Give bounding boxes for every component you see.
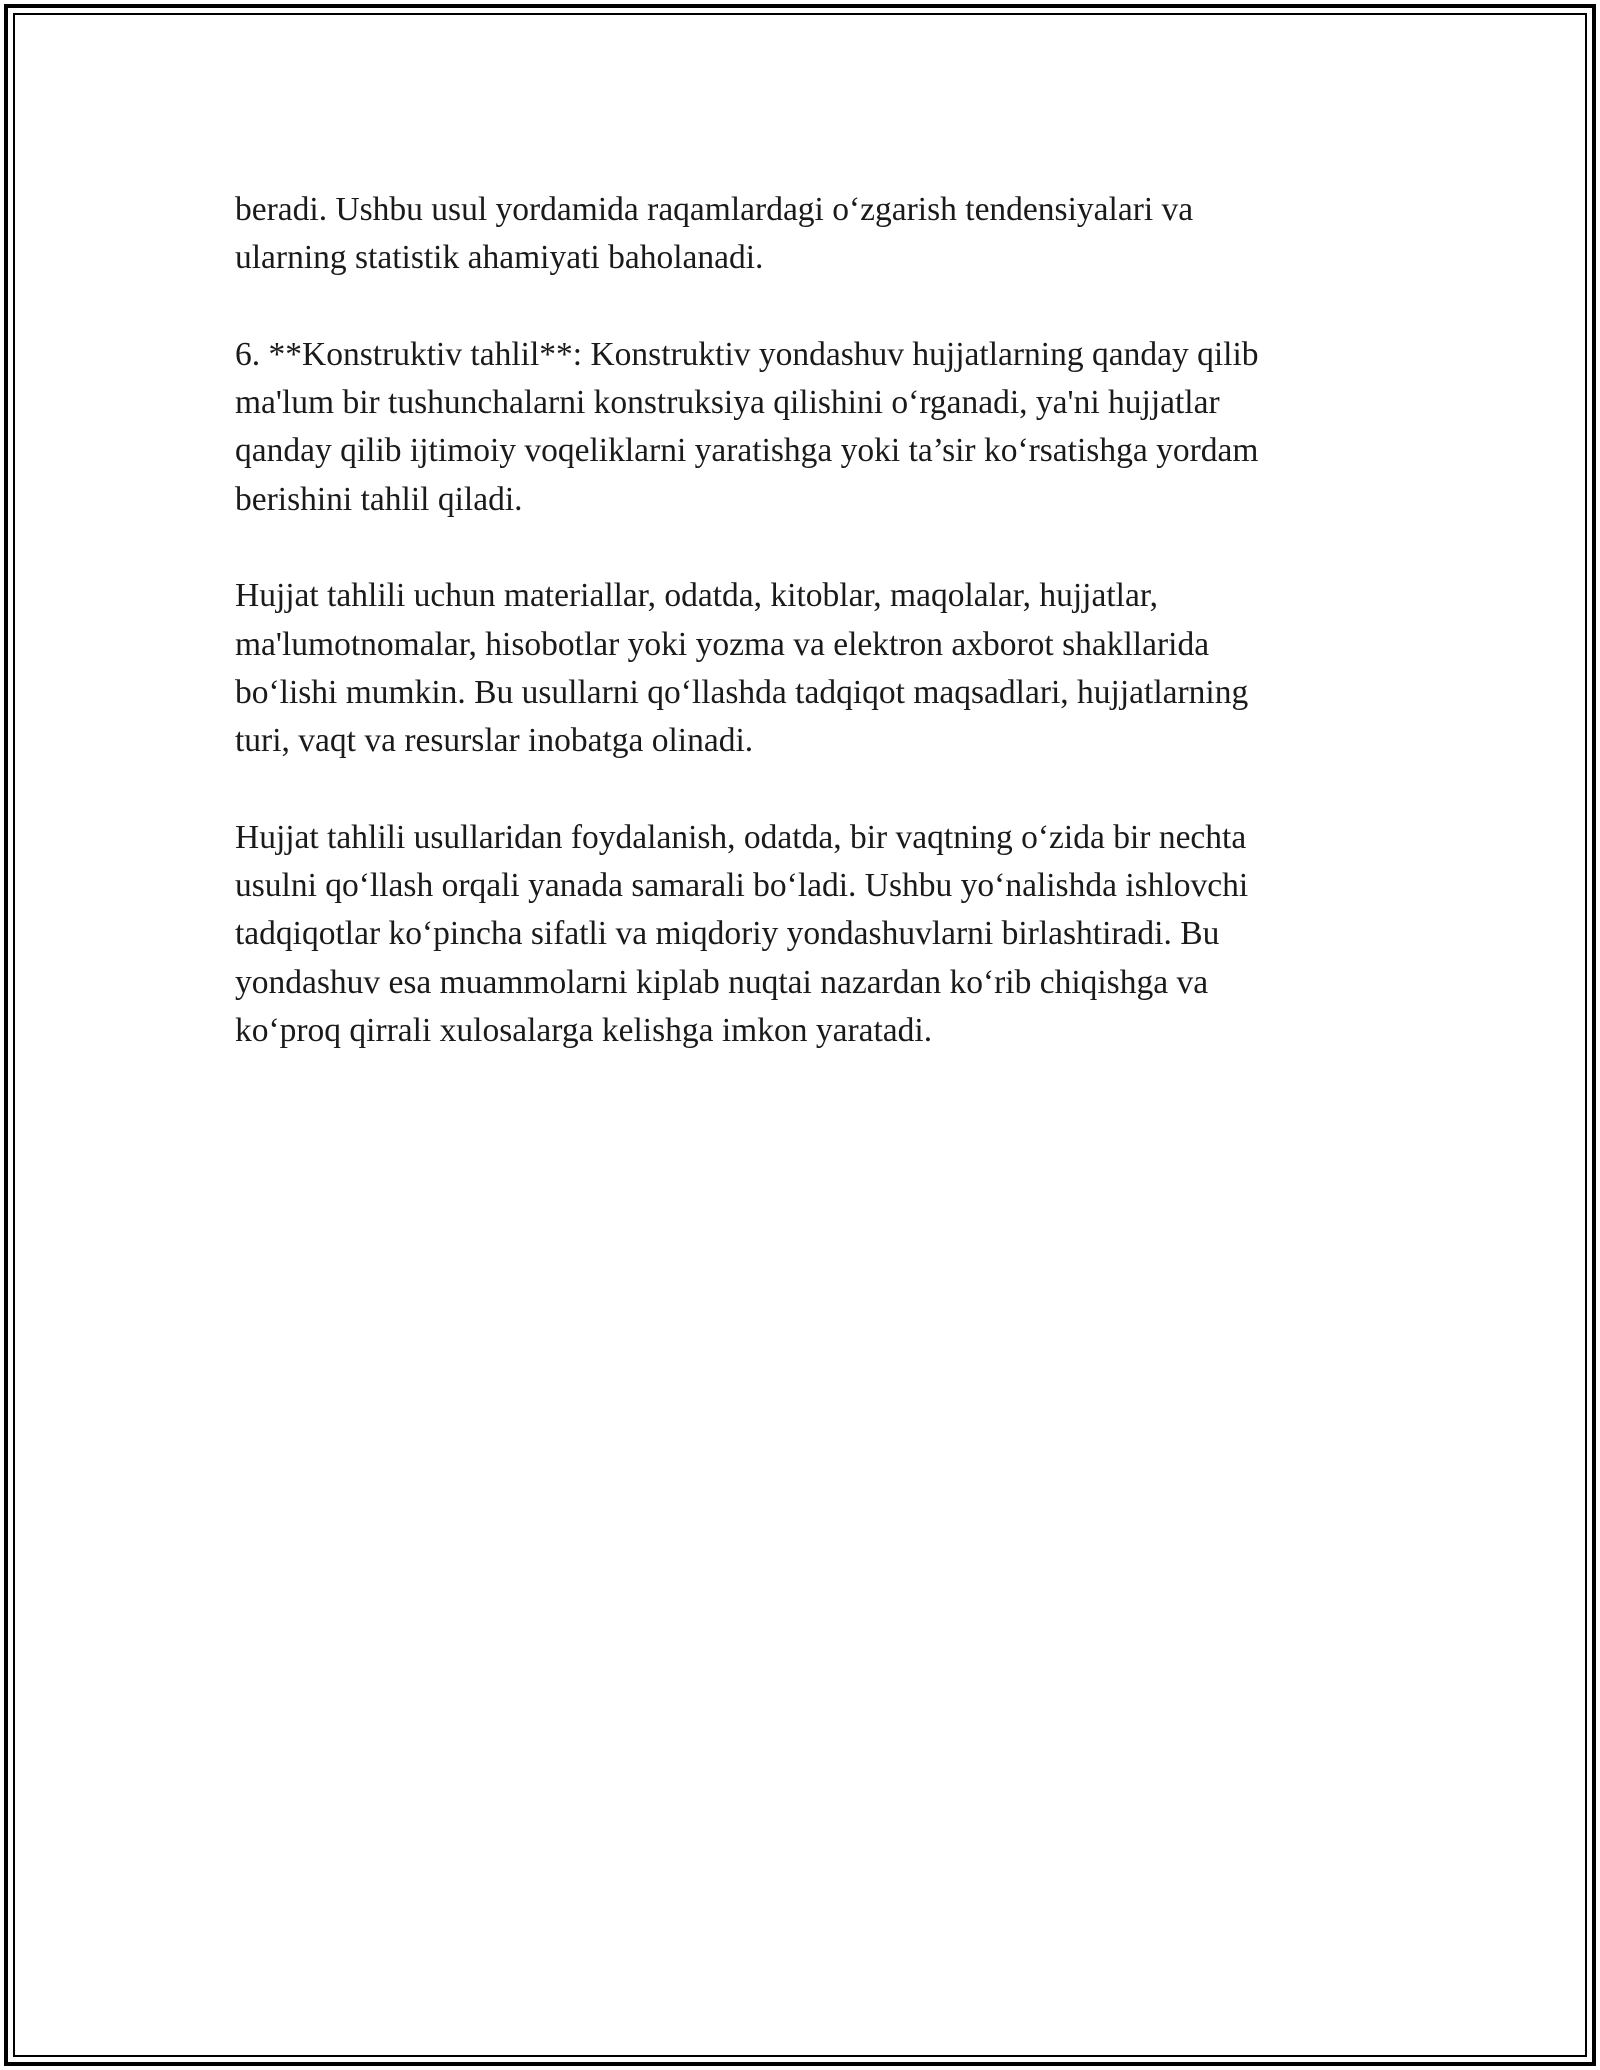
text-line: yondashuv esa muammolarni kiplab nuqtai nazardan ko‘rib chiqishga va (235, 963, 1209, 1001)
text-line: Hujjat tahlili uchun materiallar, odatda, kitoblar, maqolalar, hujjatlar, (235, 577, 1159, 615)
text-line: ma'lumotnomalar, hisobotlar yoki yozma va elektron axborot shakllarida (235, 625, 1210, 663)
text-line: 6. **Konstruktiv tahlil**: Konstruktiv yondashuv hujjatlarning qanday qilib (235, 335, 1259, 373)
paragraph-4 (235, 814, 1385, 1055)
text-line: usulni qo‘llash orqali yanada samarali bo‘ladi. Ushbu yo‘nalishda ishlovchi (235, 867, 1249, 905)
text-line: tadqiqotlar ko‘pincha sifatli va miqdoriy yondashuvlarni birlashtiradi. Bu (235, 915, 1220, 953)
text-line: berishini tahlil qiladi. (235, 480, 523, 518)
text-line: qanday qilib ijtimoiy voqeliklarni yaratishga yoki ta’sir ko‘rsatishga yordam (235, 432, 1259, 470)
text-line: beradi. Ushbu usul yordamida raqamlardagi o‘zgarish tendensiyalari va (235, 191, 1194, 228)
document-body (235, 186, 1385, 1055)
text-line: bo‘lishi mumkin. Bu usullarni qo‘llashda tadqiqot maqsadlari, hujjatlarning (235, 673, 1249, 711)
text-line: ma'lum bir tushunchalarni konstruksiya qilishini o‘rganadi, ya'ni hujjatlar (235, 384, 1220, 422)
text-line: ko‘proq qirrali xulosalarga kelishga imkon yaratadi. (235, 1012, 933, 1050)
paragraph-3 (235, 572, 1385, 765)
text-line: ularning statistik ahamiyati baholanadi. (235, 239, 764, 277)
paragraph-1 (235, 186, 1385, 283)
paragraph-2 (235, 331, 1385, 524)
text-line: Hujjat tahlili usullaridan foydalanish, odatda, bir vaqtning o‘zida bir nechta (235, 818, 1247, 856)
text-line: turi, vaqt va resurslar inobatga olinadi. (235, 722, 754, 760)
